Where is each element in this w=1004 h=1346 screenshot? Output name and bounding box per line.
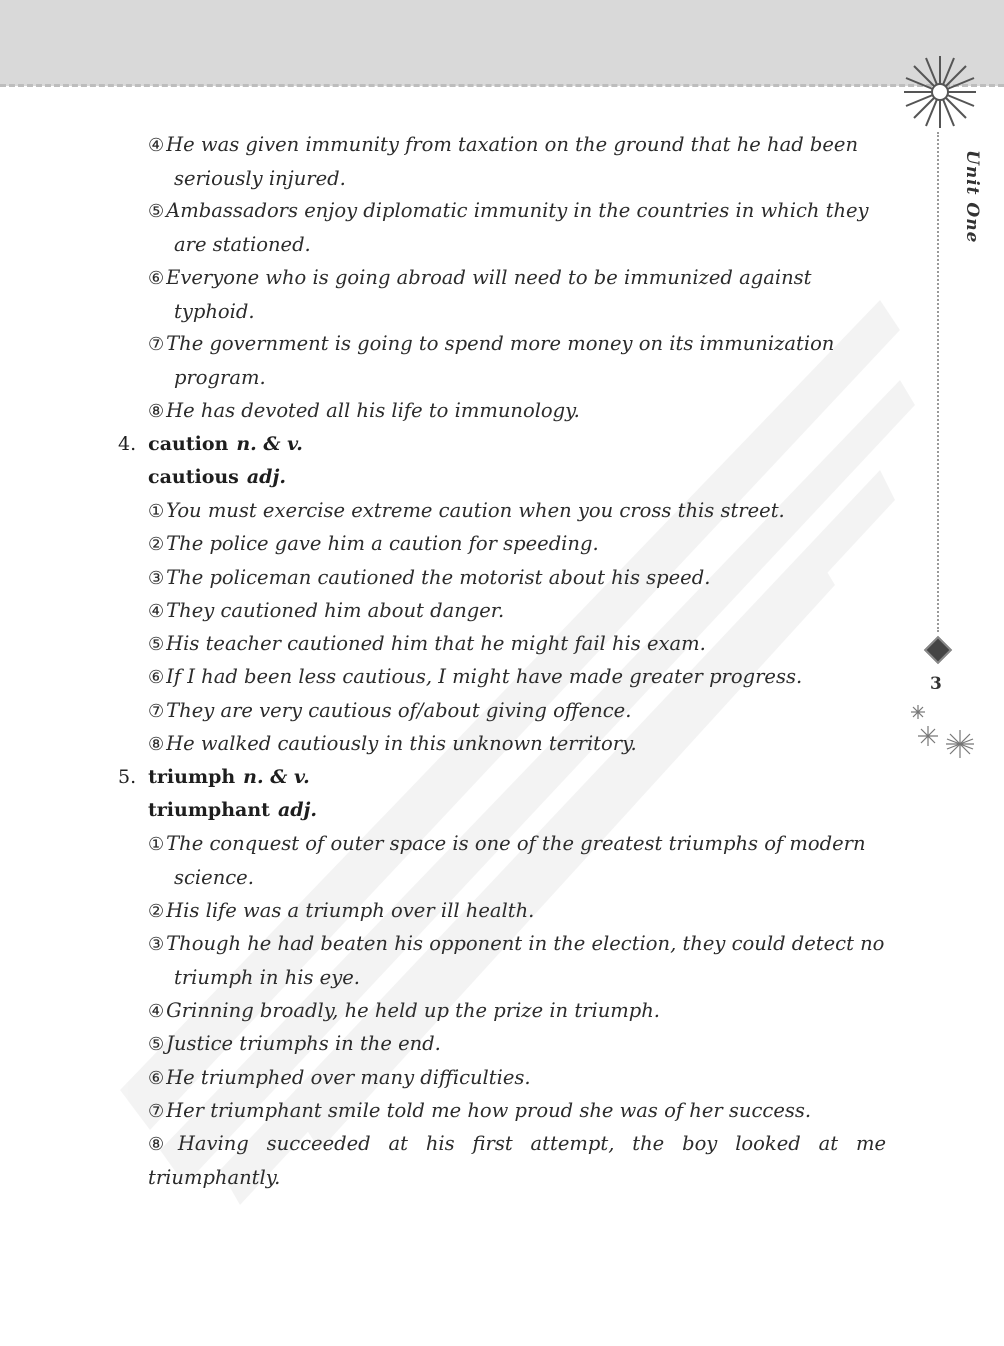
example-sentence — [148, 1027, 886, 1061]
headword: caution — [148, 433, 229, 455]
example-text: You must exercise extreme caution when you cross this street. — [166, 499, 785, 522]
example-sentence — [148, 1061, 886, 1095]
sunburst-ornament-icon — [900, 52, 980, 132]
header-dashed-edge — [0, 84, 1004, 87]
example-number: ④ — [148, 1001, 165, 1022]
example-text: Her triumphant smile told me how proud she was of her success. — [166, 1099, 812, 1122]
derived-part-of-speech: adj. — [246, 466, 286, 488]
example-sentence — [148, 394, 886, 428]
example-number: ⑦ — [148, 334, 165, 355]
page-number: 3 — [930, 674, 942, 694]
example-sentence — [148, 327, 886, 394]
example-text: Though he had beaten his opponent in the election, they could detect no — [166, 932, 885, 955]
example-text: He has devoted all his life to immunology. — [166, 399, 580, 422]
example-sentence — [148, 494, 886, 528]
example-text-continued: triumph in his eye. — [174, 966, 360, 989]
example-text: He triumphed over many difficulties. — [166, 1066, 531, 1089]
example-number: ⑧ — [148, 1134, 176, 1155]
example-sentence — [148, 1127, 886, 1194]
example-text: Ambassadors enjoy diplomatic immunity in the countries in which they — [166, 199, 869, 222]
example-number: ⑧ — [148, 734, 165, 755]
example-sentence — [148, 1094, 886, 1128]
example-sentence — [148, 927, 886, 994]
derived-word — [148, 794, 317, 827]
word-number: 4. — [118, 433, 137, 455]
example-text: Justice triumphs in the end. — [166, 1032, 441, 1055]
example-number: ⑥ — [148, 667, 165, 688]
word-heading — [118, 761, 310, 794]
word-heading — [118, 428, 303, 461]
example-number: ④ — [148, 135, 165, 156]
part-of-speech: n. & v. — [243, 766, 310, 788]
example-text-continued: seriously injured. — [174, 167, 346, 190]
example-number: ⑥ — [148, 268, 165, 289]
example-text: His teacher cautioned him that he might fail his exam. — [166, 632, 706, 655]
example-text-continued: typhoid. — [174, 300, 255, 323]
example-number: ④ — [148, 601, 165, 622]
example-number: ⑧ — [148, 401, 165, 422]
unit-label: Unit One — [962, 150, 982, 244]
example-sentence — [148, 994, 886, 1028]
example-text: He walked cautiously in this unknown territory. — [166, 732, 637, 755]
example-sentence — [148, 261, 886, 328]
example-text: The conquest of outer space is one of the greatest triumphs of modern — [166, 832, 866, 855]
example-sentence — [148, 727, 886, 761]
derived-part-of-speech: adj. — [277, 799, 318, 821]
example-sentence — [148, 594, 886, 628]
example-sentence — [148, 894, 886, 928]
example-text: Everyone who is going abroad will need to be immunized against — [166, 266, 812, 289]
example-number: ① — [148, 501, 165, 522]
diamond-marker-icon — [924, 636, 952, 664]
example-sentence — [148, 194, 886, 261]
derived-headword: cautious — [148, 466, 239, 488]
small-sunburst-cluster-icon — [906, 702, 980, 764]
example-text: If I had been less cautious, I might have made greater progress. — [166, 665, 803, 688]
example-text-continued: science. — [174, 866, 254, 889]
example-number: ③ — [148, 934, 165, 955]
part-of-speech: n. & v. — [236, 433, 303, 455]
example-text: They cautioned him about danger. — [166, 599, 505, 622]
example-sentence — [148, 627, 886, 661]
example-number: ② — [148, 901, 165, 922]
example-text-continued: are stationed. — [174, 233, 311, 256]
example-text: The government is going to spend more money on its immunization — [166, 332, 835, 355]
headword: triumph — [148, 766, 236, 788]
example-text: The policeman cautioned the motorist about his speed. — [166, 566, 711, 589]
example-number: ⑦ — [148, 701, 165, 722]
example-number: ⑦ — [148, 1101, 165, 1122]
example-number: ⑤ — [148, 201, 165, 222]
derived-word — [148, 461, 286, 494]
example-number: ⑤ — [148, 634, 165, 655]
example-text-continued: program. — [174, 366, 266, 389]
example-sentence — [148, 527, 886, 561]
example-number: ③ — [148, 568, 165, 589]
example-sentence — [148, 694, 886, 728]
example-text: Having succeeded at his first attempt, the boy looked at me triumphantly. — [148, 1132, 886, 1189]
top-header-band — [0, 0, 1004, 86]
example-number: ① — [148, 834, 165, 855]
example-text: He was given immunity from taxation on the ground that he had been — [166, 133, 859, 156]
example-number: ⑤ — [148, 1034, 165, 1055]
word-number: 5. — [118, 766, 137, 788]
example-number: ② — [148, 534, 165, 555]
example-number: ⑥ — [148, 1068, 165, 1089]
derived-headword: triumphant — [148, 799, 270, 821]
example-sentence — [148, 561, 886, 595]
example-text: Grinning broadly, he held up the prize in triumph. — [166, 999, 661, 1022]
example-text: The police gave him a caution for speeding. — [166, 532, 599, 555]
example-text: His life was a triumph over ill health. — [166, 899, 535, 922]
example-text: They are very cautious of/about giving offence. — [166, 699, 632, 722]
example-sentence — [148, 660, 886, 694]
example-sentence — [148, 128, 886, 195]
example-sentence — [148, 827, 886, 894]
